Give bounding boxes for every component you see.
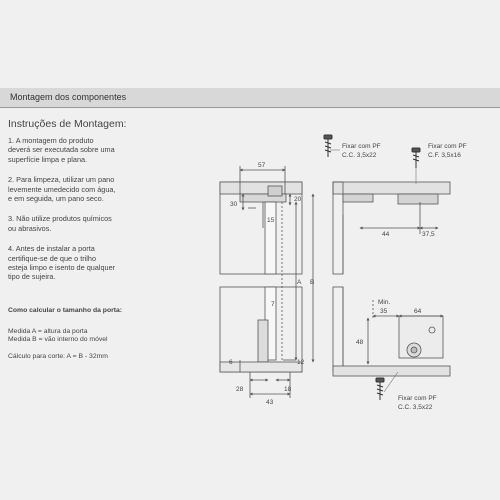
calculation-formula: Cálculo para corte: A = B - 32mm <box>8 352 108 360</box>
instruction-line: levemente umedecido com água, <box>8 184 116 194</box>
screw-1-icon <box>324 135 332 157</box>
instruction-line: ou abrasivos. <box>8 223 52 233</box>
screw-1-callout-line-1: Fixar com PF <box>342 143 381 150</box>
dim-57: 57 <box>258 162 266 169</box>
dim-6: 6 <box>229 359 233 366</box>
instruction-line: e em seguida, um pano seco. <box>8 194 104 204</box>
instruction-line: 4. Antes de instalar a porta <box>8 244 95 254</box>
top-panel-right <box>333 182 450 194</box>
dim-15: 15 <box>267 217 275 224</box>
screw-3-callout-line-2: C.C. 3,5x22 <box>398 404 433 411</box>
right-elevation-drawing <box>333 182 450 376</box>
instruction-line: certifique-se de que o trilho <box>8 253 97 263</box>
calculation-title: Como calcular o tamanho da porta: <box>8 307 123 314</box>
side-wall-bottom <box>333 287 343 372</box>
screw-3-callout-line-1: Fixar com PF <box>398 395 437 402</box>
instruction-line: superfície limpa e plana. <box>8 154 88 164</box>
dim-A: A <box>297 279 302 286</box>
instruction-line: 1. A montagem do produto <box>8 136 94 145</box>
top-hanger <box>398 194 438 204</box>
instruction-line: 2. Para limpeza, utilizar um pano <box>8 175 115 185</box>
screw-3-icon <box>376 378 384 400</box>
dim-18: 18 <box>284 386 292 393</box>
bottom-guide-bracket <box>258 320 268 362</box>
rail-carriage <box>268 186 282 196</box>
calculation-line-a: Medida A = altura da porta <box>8 327 88 335</box>
instruction-line: tipo de sujeira. <box>8 272 56 282</box>
dim-48: 48 <box>356 339 364 346</box>
top-fitting <box>343 194 373 202</box>
section-title: Montagem dos componentes <box>10 92 127 102</box>
dim-12: 12 <box>297 359 305 366</box>
instructions-title: Instruções de Montagem: <box>8 118 127 130</box>
instruction-line: esteja limpo e isento de qualquer <box>8 263 116 273</box>
screw-2-callout-line-2: C.F. 3,5x16 <box>428 152 461 159</box>
dim-B: B <box>310 279 315 286</box>
dim-43: 43 <box>266 399 274 406</box>
dim-37-5: 37,5 <box>422 231 435 238</box>
dim-35: 35 <box>380 308 388 315</box>
dim-7: 7 <box>271 301 275 308</box>
wheel-hub <box>411 347 417 353</box>
top-panel <box>220 182 302 194</box>
screw-1-callout-line-2: C.C. 3,5x22 <box>342 152 377 159</box>
door-leaf-top <box>265 202 276 274</box>
instruction-line: deverá ser executada sobre uma <box>8 145 115 155</box>
base-panel-right <box>333 366 450 376</box>
side-wall-top <box>333 182 343 274</box>
dim-min: Min. <box>378 299 391 306</box>
dim-20: 20 <box>294 196 302 203</box>
dim-44: 44 <box>382 231 390 238</box>
dim-30: 30 <box>230 201 238 208</box>
instruction-line: 3. Não utilize produtos químicos <box>8 214 112 224</box>
calculation-line-b: Medida B = vão interno do móvel <box>8 336 108 344</box>
dim-28: 28 <box>236 386 244 393</box>
screw-2-callout-line-1: Fixar com PF <box>428 143 467 150</box>
screw-2-icon <box>412 148 420 168</box>
dim-64: 64 <box>414 308 422 315</box>
